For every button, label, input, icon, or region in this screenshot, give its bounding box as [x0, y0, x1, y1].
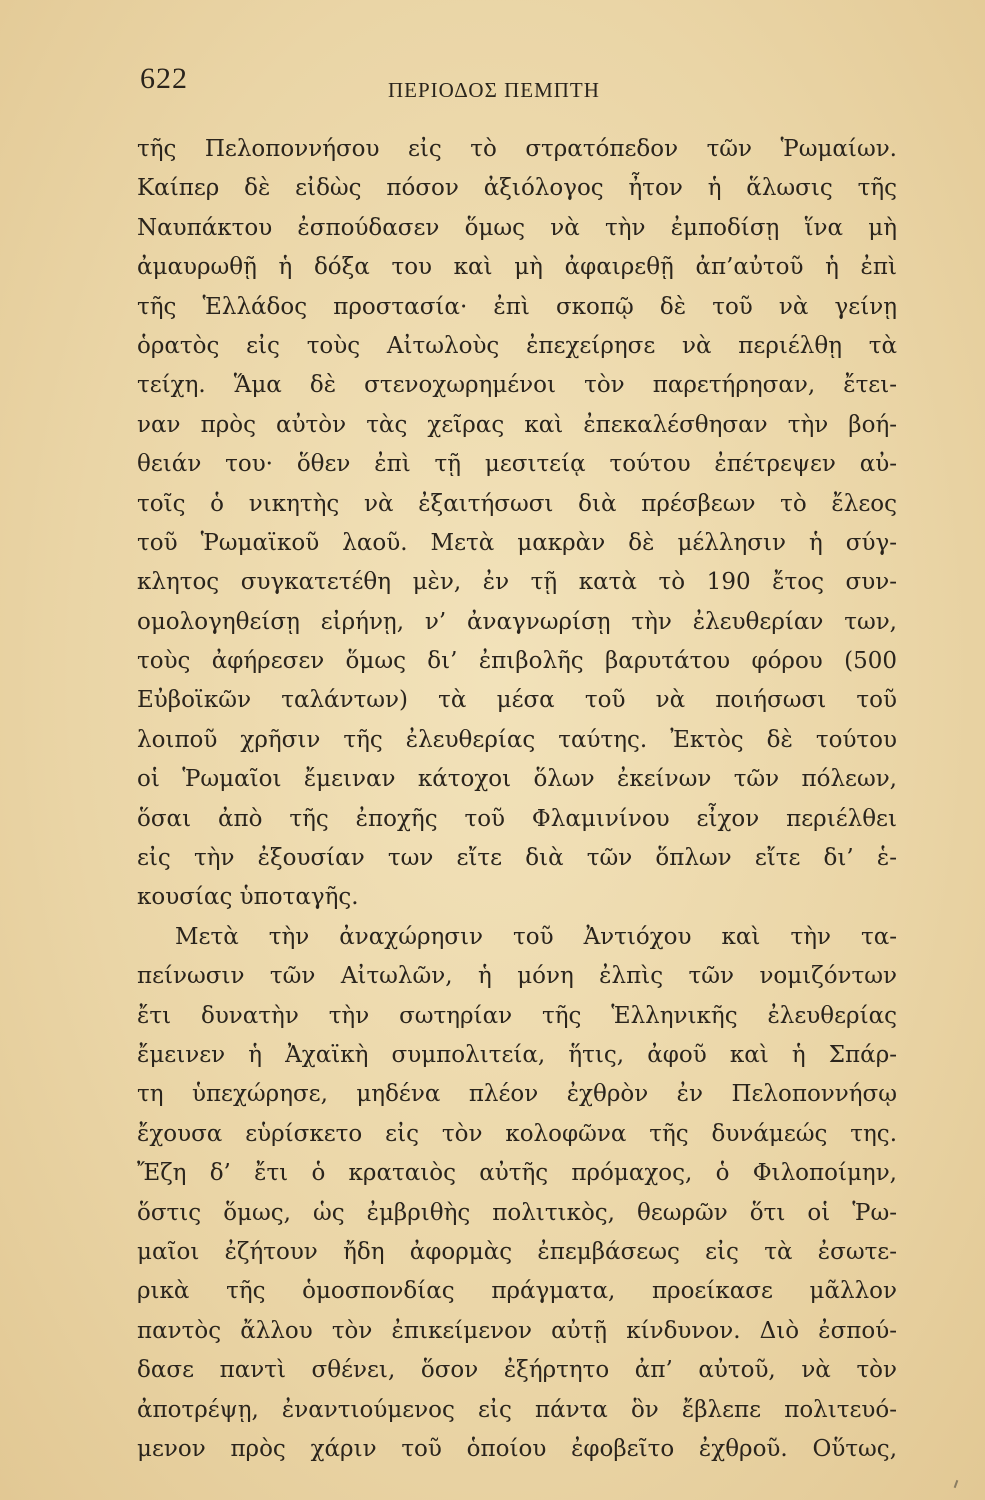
text-line: Καίπερ δὲ εἰδὼς πόσον ἀξιόλογος ἦτον ἡ ἅλωσις τῆς	[137, 175, 897, 202]
text-line: τῆς Ἑλλάδος προστασία· ἐπὶ σκοπῷ δὲ τοῦ νὰ γείνῃ	[137, 293, 897, 320]
text-line: Μετὰ τὴν ἀναχώρησιν τοῦ Ἀντιόχου καὶ τὴν τα-	[175, 923, 897, 950]
text-line: τη ὑπεχώρησε, μηδένα πλέον ἐχθρὸν ἐν Πελοποννήσῳ	[137, 1081, 897, 1108]
text-line: τοῦ Ῥωμαϊκοῦ λαοῦ. Μετὰ μακρὰν δὲ μέλλησιν ἡ σύγ-	[137, 529, 897, 556]
text-line: παντὸς ἄλλου τὸν ἐπικείμενον αὐτῇ κίνδυνον. Διὸ ἐσπού-	[137, 1317, 897, 1344]
paper-mark	[954, 1480, 959, 1488]
text-line: μαῖοι ἐζήτουν ἤδη ἀφορμὰς ἐπεμβάσεως εἰς τὰ ἐσωτε-	[137, 1238, 897, 1265]
text-line: λοιποῦ χρῆσιν τῆς ἐλευθερίας ταύτης. Ἐκτὸς δὲ τούτου	[137, 726, 897, 753]
text-line: ἔχουσα εὑρίσκετο εἰς τὸν κολοφῶνα τῆς δυνάμεώς της.	[137, 1120, 897, 1147]
text-line: θειάν του· ὅθεν ἐπὶ τῇ μεσιτείᾳ τούτου ἐπέτρεψεν αὐ-	[137, 451, 897, 478]
text-line: οἱ Ῥωμαῖοι ἔμειναν κάτοχοι ὅλων ἐκείνων τῶν πόλεων,	[137, 766, 897, 793]
text-line: ὅσαι ἀπὸ τῆς ἐποχῆς τοῦ Φλαμινίνου εἶχον περιέλθει	[137, 805, 897, 832]
text-line: ἔτι δυνατὴν τὴν σωτηρίαν τῆς Ἑλληνικῆς ἐλευθερίας	[137, 1002, 897, 1029]
text-line: τοῖς ὁ νικητὴς νὰ ἐξαιτήσωσι διὰ πρέσβεων τὸ ἔλεος	[137, 490, 897, 517]
text-line: δασε παντὶ σθένει, ὅσον ἐξήρτητο ἀπ’ αὐτοῦ, νὰ τὸν	[137, 1357, 897, 1384]
text-line: εἰς τὴν ἐξουσίαν των εἴτε διὰ τῶν ὅπλων εἴτε δι’ ἑ-	[137, 845, 897, 872]
text-line: Εὐβοϊκῶν ταλάντων) τὰ μέσα τοῦ νὰ ποιήσωσι τοῦ	[137, 687, 897, 714]
text-line: πείνωσιν τῶν Αἰτωλῶν, ἡ μόνη ἐλπὶς τῶν νομιζόντων	[137, 963, 897, 990]
text-line: κουσίας ὑποταγῆς.	[137, 884, 359, 911]
page-number: 622	[140, 62, 188, 95]
body-text	[137, 130, 897, 1469]
text-line: τοὺς ἀφήρεσεν ὅμως δι’ ἐπιβολῆς βαρυτάτου φόρου (500	[137, 648, 897, 675]
text-line: ομολογηθείσῃ εἰρήνῃ, ν’ ἀναγνωρίσῃ τὴν ἐλευθερίαν των,	[137, 608, 897, 635]
text-line: ἀμαυρωθῇ ἡ δόξα του καὶ μὴ ἀφαιρεθῇ ἀπ’αὐτοῦ ἡ ἐπὶ	[137, 254, 897, 281]
text-line: ὅστις ὅμως, ὡς ἐμβριθὴς πολιτικὸς, θεωρῶν ὅτι οἱ Ῥω-	[137, 1199, 897, 1226]
text-line: Ναυπάκτου ἐσπούδασεν ὅμως νὰ τὴν ἐμποδίσῃ ἵνα μὴ	[137, 214, 897, 241]
text-line: ὁρατὸς εἰς τοὺς Αἰτωλοὺς ἐπεχείρησε νὰ περιέλθῃ τὰ	[137, 332, 897, 359]
text-line: ἔμεινεν ἡ Ἀχαϊκὴ συμπολιτεία, ἥτις, ἀφοῦ καὶ ἡ Σπάρ-	[137, 1041, 897, 1068]
text-line: τῆς Πελοποννήσου εἰς τὸ στρατόπεδον τῶν Ῥωμαίων.	[137, 136, 897, 162]
running-title: ΠΕΡΙΟΔΟΣ ΠΕΜΠΤΗ	[388, 78, 600, 102]
text-line: τείχη. Ἅμα δὲ στενοχωρημένοι τὸν παρετήρησαν, ἔτει-	[137, 372, 897, 399]
text-line: ρικὰ τῆς ὁμοσπονδίας πράγματα, προείκασε μᾶλλον	[137, 1278, 897, 1305]
text-line: κλητος συγκατετέθη μὲν, ἐν τῇ κατὰ τὸ 190 ἔτος συν-	[137, 569, 897, 596]
text-line: μενον πρὸς χάριν τοῦ ὁποίου ἐφοβεῖτο ἐχθροῦ. Οὕτως,	[137, 1435, 897, 1462]
text-line: ἀποτρέψῃ, ἐναντιούμενος εἰς πάντα ὃν ἔβλεπε πολιτευό-	[137, 1396, 897, 1423]
text-line: Ἔζη δ’ ἔτι ὁ κραταιὸς αὐτῆς πρόμαχος, ὁ Φιλοποίμην,	[137, 1160, 897, 1187]
text-line: ναν πρὸς αὐτὸν τὰς χεῖρας καὶ ἐπεκαλέσθησαν τὴν βοή-	[137, 411, 897, 438]
